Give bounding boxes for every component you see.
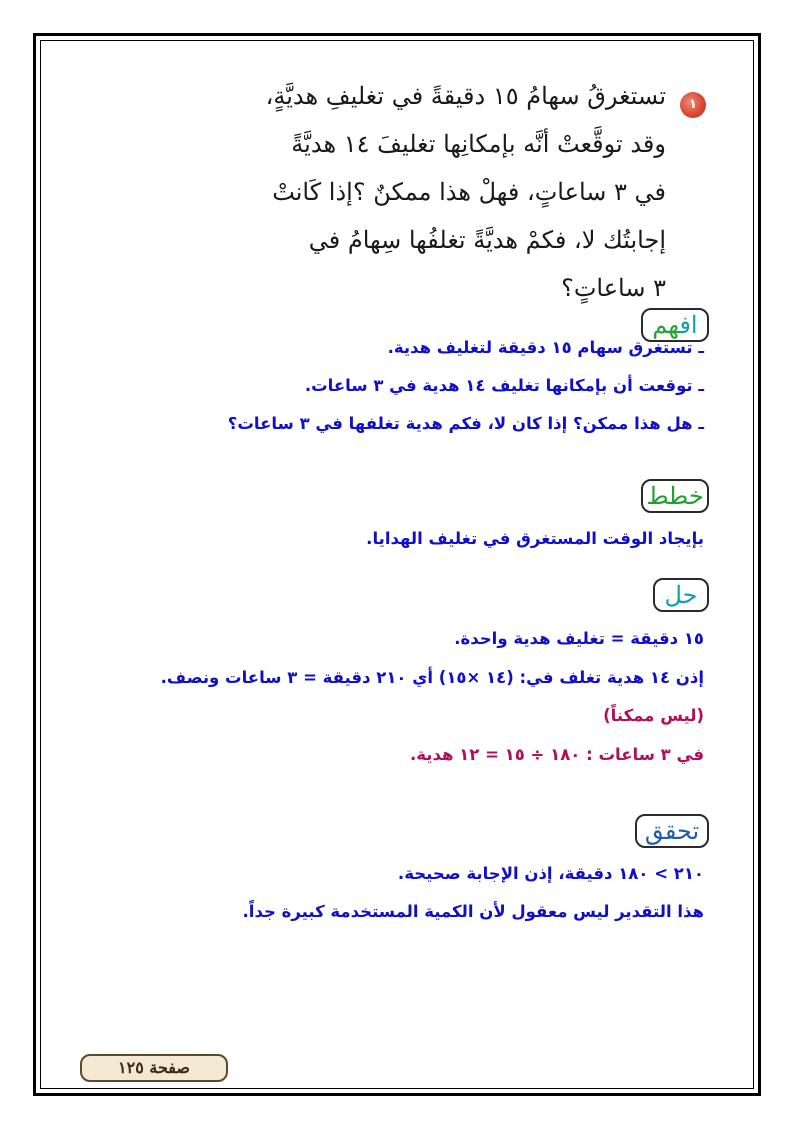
problem-number-badge: ١ <box>680 92 706 118</box>
plan-badge: خطط <box>641 479 709 513</box>
problem-line: وقد توقَّعتْ أنَّه بإمكانِها تغليفَ ١٤ هديَّةً <box>291 130 666 158</box>
problem-line: ٣ ساعاتٍ؟ <box>561 274 666 302</box>
understand-line-1: ـ تستغرق سهام ١٥ دقيقة لتغليف هدية. <box>387 338 704 357</box>
solve-line-3: (ليس ممكناً) <box>603 706 704 725</box>
solve-line-2: إذن ١٤ هدية تغلف في: (١٤ ×١٥) أي ٢١٠ دقيقة = ٣ ساعات ونصف. <box>160 668 704 687</box>
solve-line-4: في ٣ ساعات : ١٨٠ ÷ ١٥ = ١٢ هدية. <box>409 745 704 764</box>
check-badge: تحقق <box>635 814 709 848</box>
problem-line: إجابتُك لا، فكمْ هديَّةً تغلفُها سِهامُ في <box>308 226 666 254</box>
understand-line-2: ـ توقعت أن بإمكانها تغليف ١٤ هدية في ٣ ساعات. <box>304 376 704 395</box>
check-line-2: هذا التقدير ليس معقول لأن الكمية المستخدمة كبيرة جداً. <box>242 902 704 921</box>
solve-line-1: ١٥ دقيقة = تغليف هدية واحدة. <box>454 629 704 648</box>
check-line-1: ٢١٠ > ١٨٠ دقيقة، إذن الإجابة صحيحة. <box>397 864 704 883</box>
understand-line-3: ـ هل هذا ممكن؟ إذا كان لا، فكم هدية تغلفها في ٣ ساعات؟ <box>227 414 704 433</box>
understand-badge-suffix: هم <box>652 311 680 339</box>
problem-text <box>146 72 666 312</box>
problem-line: تستغرقُ سهامُ ١٥ دقيقةً في تغليفِ هديَّةٍ، <box>265 82 666 110</box>
plan-line: بإيجاد الوقت المستغرق في تغليف الهدايا. <box>366 529 704 548</box>
understand-badge <box>641 308 709 342</box>
problem-line: في ٣ ساعاتٍ، فهلْ هذا ممكنٌ ؟إذا كَانتْ <box>272 178 666 206</box>
page-number-tab: صفحة ١٢٥ <box>80 1054 228 1082</box>
understand-badge-prefix: اف <box>679 311 698 339</box>
solve-badge: حل <box>653 578 709 612</box>
